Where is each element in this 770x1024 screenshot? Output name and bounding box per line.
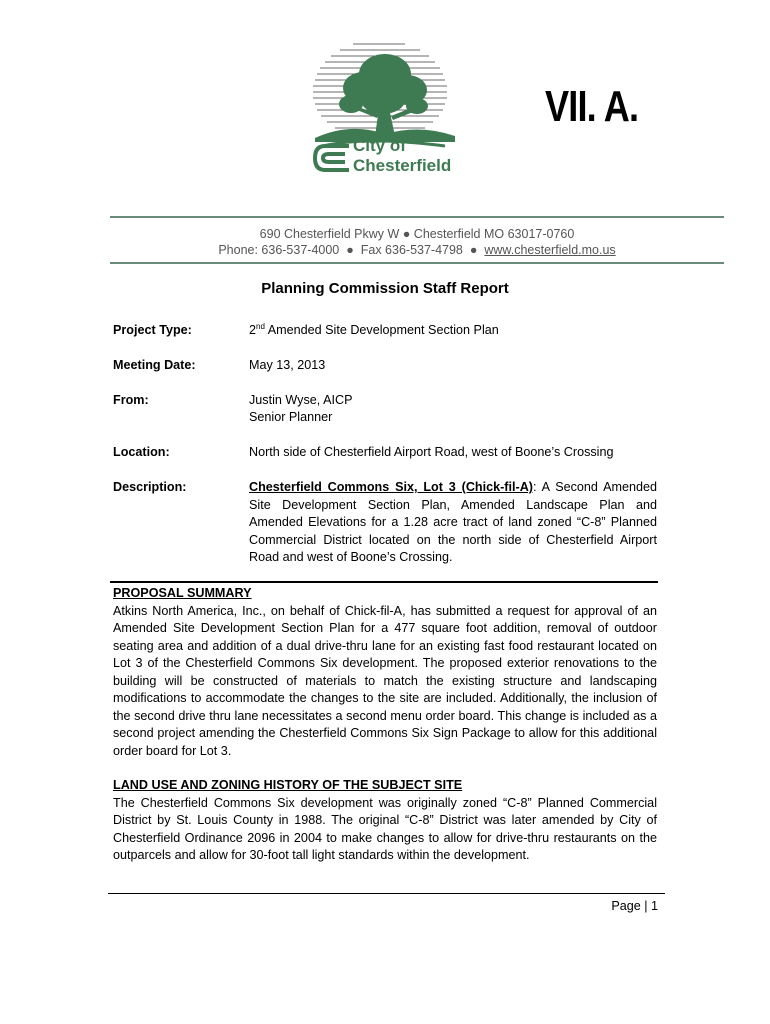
project-type-sup: nd [256,321,265,331]
location-value: North side of Chesterfield Airport Road, west of Boone’s Crossing [249,445,614,459]
project-type-label: Project Type: [113,323,192,337]
bullet-separator: ● [466,243,481,257]
report-title: Planning Commission Staff Report [261,280,509,297]
from-label: From: [113,393,149,407]
agenda-item-number: VII. A. [545,82,639,131]
zoning-history-body: The Chesterfield Commons Six development was originally zoned “C-8” Planned Commercial District by St. Louis County in 1988. The original “C-8” District was later amended by City of Chesterfield Ordinance 2096 in 2004 to make changes to allow for drive-thru restaurants on the outparcels and allow for 30-foot tall light standards within the development. [113,795,657,862]
footer-rule [108,893,665,894]
description-text: : A Second Amended Site Development Section Plan, Amended Landscape Plan and Amended Elevations for a 1.28 acre tract of land zoned “C-8” Planned Commercial District located on the north side of Chesterfield Airport Road and west of Boone’s Crossing. [249,480,657,564]
page-number: Page | 1 [611,899,658,913]
contact-line [110,243,724,257]
proposal-summary-body: Atkins North America, Inc., on behalf of Chick-fil-A, has submitted a request for approval of an Amended Site Development Section Plan for a 477 square foot addition, removal of outdoor seating area and addition of a dual drive-thru lane for an existing fast food restaurant located on Lot 3 of the Chesterfield Commons Six development. The proposed exterior renovations to the building will be constructed of materials to match the existing structure and landscaping modifications to accommodate the changes to the site are included. Additionally, the inclusion of the second drive thru lane necessitates a second menu order board. This change is included as a second project amending the Chesterfield Commons Six Sign Package to allow for this additional order board for Lot 3. [113,603,657,758]
logo-city-of: City of [353,136,406,155]
logo-chesterfield: Chesterfield [353,156,452,175]
fax-number: Fax 636-537-4798 [360,243,463,257]
location-label: Location: [113,445,170,459]
header-bottom-rule [110,262,724,264]
meeting-date-value: May 13, 2013 [249,358,326,372]
zoning-history-heading: LAND USE AND ZONING HISTORY OF THE SUBJECT SITE [113,778,463,792]
website-link[interactable]: www.chesterfield.mo.us [484,243,616,257]
phone-number: Phone: 636-537-4000 [218,243,340,257]
proposal-summary-section [113,585,657,760]
bullet-separator: ● [342,243,358,257]
proposal-summary-heading: PROPOSAL SUMMARY [113,586,252,600]
description-value [249,479,657,567]
project-type-ordinal: 2 [249,323,257,337]
from-name: Justin Wyse, AICP [249,393,353,407]
project-type-value [249,322,499,340]
address-line: 690 Chesterfield Pkwy W ● Chesterfield MO 63017-0760 [259,227,575,241]
project-type-rest: Amended Site Development Section Plan [264,323,499,337]
from-title: Senior Planner [249,410,333,424]
description-project: Chesterfield Commons Six, Lot 3 (Chick-fil-A) [249,480,533,494]
meeting-date-label: Meeting Date: [113,358,196,372]
zoning-history-section [113,777,657,865]
header-top-rule [110,216,724,218]
section-rule [110,581,658,583]
description-label: Description: [113,480,187,494]
city-logo [305,38,465,178]
